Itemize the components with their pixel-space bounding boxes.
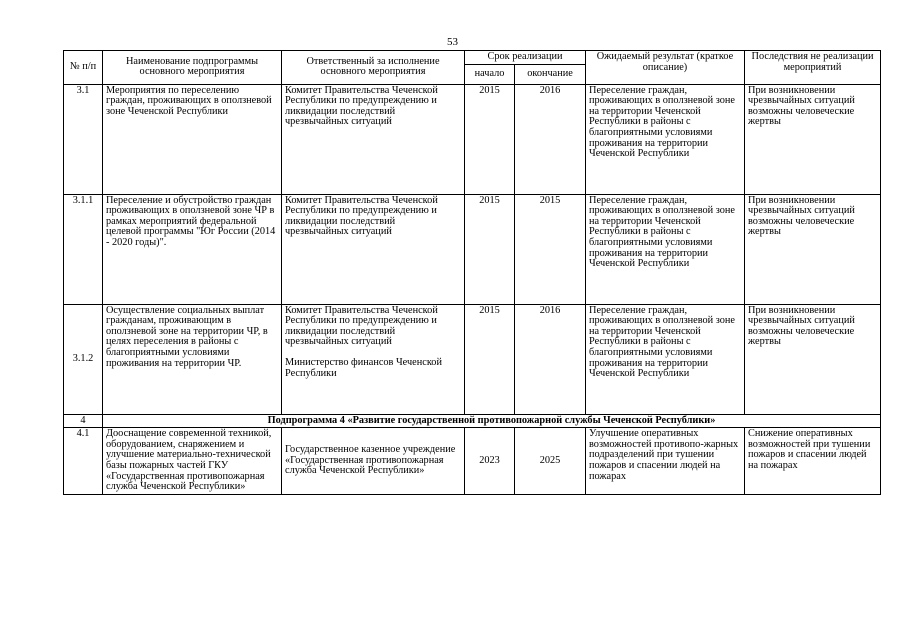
row-end: 2016 <box>515 84 586 194</box>
row-result: Переселение граждан, проживающих в оползневой зоне на территории Чеченской Республики в районы с благоприятными условиями проживания на территории Чеченской Республики <box>586 304 745 414</box>
table-row <box>64 194 881 304</box>
row-name: Дооснащение современной техникой, оборудованием, снаряжением и улучшение материально-технической базы пожарных частей ГКУ «Государственная противопожарная служба Чеченской Республики» <box>103 428 282 495</box>
row-end: 2025 <box>515 428 586 495</box>
row-end: 2016 <box>515 304 586 414</box>
row-num: 3.1.1 <box>64 194 103 304</box>
row-name: Переселение и обустройство граждан проживающих в оползневой зоне ЧР в рамках мероприятий федеральной целевой программы "Юг России (2014 - 2020 годы)". <box>103 194 282 304</box>
row-consequences: При возникновении чрезвычайных ситуаций возможны человеческие жертвы <box>745 194 881 304</box>
table-row <box>64 304 881 414</box>
row-result: Улучшение оперативных возможностей противопо-жарных подразделений при тушении пожаров и спасении людей на пожарах <box>586 428 745 495</box>
header-term: Срок реализации <box>465 51 586 65</box>
measures-table <box>63 50 881 495</box>
row-consequences: При возникновении чрезвычайных ситуаций возможны человеческие жертвы <box>745 304 881 414</box>
row-responsible: Комитет Правительства Чеченской Республики по предупреждению и ликвидации последствий чрезвычайных ситуаций <box>282 194 465 304</box>
row-responsible-cell <box>282 304 465 414</box>
row-end: 2015 <box>515 194 586 304</box>
header-num: № п/п <box>64 51 103 85</box>
table-row <box>64 84 881 194</box>
page-number: 53 <box>447 36 458 48</box>
row-result: Переселение граждан, проживающих в оползневой зоне на территории Чеченской Республики в районы с благоприятными условиями проживания на территории Чеченской Республики <box>586 84 745 194</box>
header-name: Наименование подпрограммы основного мероприятия <box>103 51 282 85</box>
row-num: 3.1.2 <box>64 304 103 414</box>
row-responsible: Комитет Правительства Чеченской Республики по предупреждению и ликвидации последствий чрезвычайных ситуаций <box>285 304 438 348</box>
header-responsible: Ответственный за исполнение основного мероприятия <box>282 51 465 85</box>
row-start: 2015 <box>465 194 515 304</box>
header-row <box>64 51 881 65</box>
row-num: 4.1 <box>64 428 103 495</box>
row-start: 2015 <box>465 84 515 194</box>
row-consequences: При возникновении чрезвычайных ситуаций возможны человеческие жертвы <box>745 84 881 194</box>
header-start: начало <box>465 64 515 84</box>
subprogram-row <box>64 414 881 428</box>
subprogram-title: Подпрограмма 4 «Развитие государственной противопожарной службы Чеченской Республики» <box>103 414 881 428</box>
row-result: Переселение граждан, проживающих в оползневой зоне на территории Чеченской Республики в районы с благоприятными условиями проживания на территории Чеченской Республики <box>586 194 745 304</box>
header-consequences: Последствия не реализации мероприятий <box>745 51 881 85</box>
table-row <box>64 428 881 495</box>
row-name: Мероприятия по переселению граждан, проживающих в оползневой зоне Чеченской Республики <box>103 84 282 194</box>
row-consequences: Снижение оперативных возможностей при тушении пожаров и спасении людей на пожарах <box>745 428 881 495</box>
subprogram-num: 4 <box>64 414 103 428</box>
row-responsible: Государственное казенное учреждение «Государственная противопожарная служба Чеченской Республики» <box>282 428 465 495</box>
row-start: 2023 <box>465 428 515 495</box>
row-responsible-extra: Министерство финансов Чеченской Республики <box>285 356 442 379</box>
header-result: Ожидаемый результат (краткое описание) <box>586 51 745 85</box>
row-start: 2015 <box>465 304 515 414</box>
row-responsible: Комитет Правительства Чеченской Республики по предупреждению и ликвидации последствий чрезвычайных ситуаций <box>282 84 465 194</box>
row-name: Осуществление социальных выплат гражданам, проживающим в оползневой зоне на территории ЧР, в целях переселения в районы с благоприятными условиями проживания на территории ЧР. <box>103 304 282 414</box>
header-end: окончание <box>515 64 586 84</box>
row-num: 3.1 <box>64 84 103 194</box>
